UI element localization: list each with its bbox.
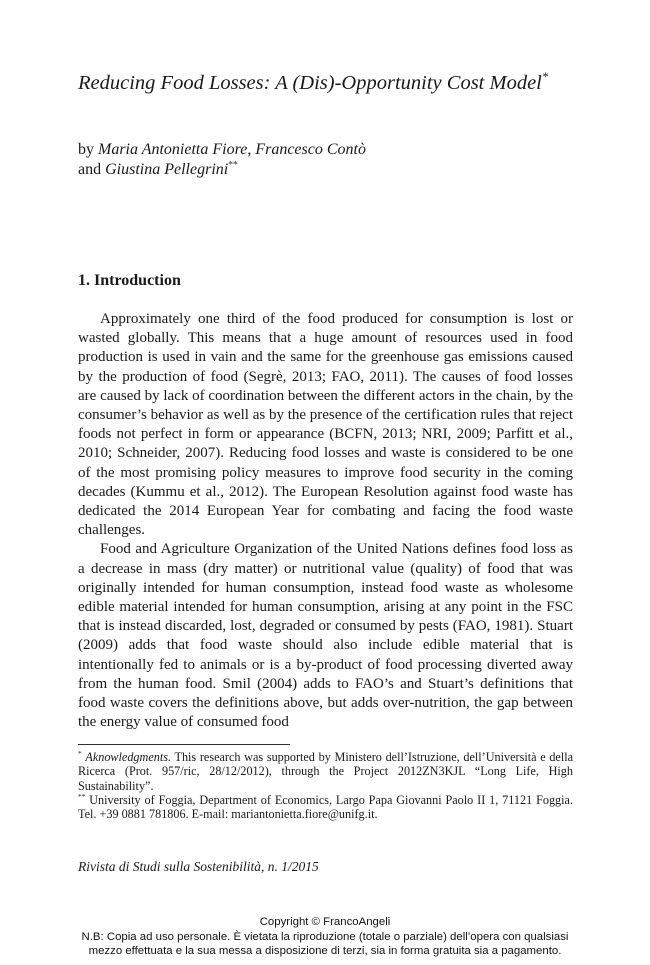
footnote-text: This research was supported by Ministero dell’Istruzione, dell’Università e della Ricerca (Prot. 957/ric, 28/12/2012), through the Project 2012ZN3KJL “Long Life, High Sustainability”.: [78, 750, 574, 793]
and-label: and: [78, 161, 102, 178]
copyright-line: N.B: Copia ad uso personale. È vietata la riproduzione (totale o parziale) dell’opera con qualsiasi: [81, 930, 569, 943]
footnote-acknowledgments: [78, 750, 573, 793]
footnote-divider: [78, 744, 290, 745]
footnote-label: Aknowledgments.: [85, 750, 172, 764]
author-footnote-mark: **: [228, 159, 238, 171]
copyright-notice: [0, 915, 650, 959]
author-list: [78, 140, 598, 180]
journal-citation: Rivista di Studi sulla Sostenibilità, n. 1/2015: [78, 859, 319, 874]
by-label: by: [78, 141, 94, 158]
paragraph: Food and Agriculture Organization of the United Nations defines food loss as a decrease in mass (dry matter) or nutritional value (quality) of food that was originally intended for human consumption, instead food waste as wholesome edible material intended for human consumption, arising at any point in the FSC that is instead discarded, lost, degraded or consumed by pests (FAO, 1981). Stuart (2009) adds that food waste should also include edible material that is intentionally fed to animals or is a by-product of food processing diverted away from the human food. Smil (2004) adds to FAO’s and Stuart’s definitions that food waste covers the definitions above, but adds over-nutrition, the gap between the energy value of consumed food: [78, 541, 573, 731]
footnote-mark: **: [78, 791, 86, 801]
title-footnote-mark: *: [541, 70, 549, 85]
author-line-2: [78, 160, 598, 180]
section-heading: 1. Introduction: [78, 272, 181, 289]
author-separator: ,: [247, 141, 256, 158]
footnotes: [78, 750, 573, 821]
body-text: [78, 310, 573, 732]
author-line-1: [78, 140, 598, 160]
article-title: [78, 70, 618, 96]
footnote-affiliation: [78, 793, 573, 822]
footnote-mark: *: [78, 748, 82, 758]
author-name: Maria Antonietta Fiore: [98, 141, 248, 158]
author-name: Giustina Pellegrini: [105, 161, 229, 178]
footnote-text: University of Foggia, Department of Economics, Largo Papa Giovanni Paolo II 1, 71121 Foggia. Tel. +39 0881 781806. E-mail: mariantonietta.fiore@unifg.it.: [78, 792, 573, 822]
article-title-text: Reducing Food Losses: A (Dis)-Opportunity Cost Model: [78, 72, 542, 94]
author-name: Francesco Contò: [255, 141, 366, 158]
paragraph: Approximately one third of the food produced for consumption is lost or wasted globally. This means that a huge amount of resources used in food production is used in vain and the same for the greenhouse gas emissions caused by the production of food (Segrè, 2013; FAO, 2011). The causes of food losses are caused by lack of coordination between the different actors in the chain, by the consumer’s behavior as well as by the presence of the certification rules that reject foods not perfect in form or appearance (BCFN, 2013; NRI, 2009; Parfitt et al., 2010; Schneider, 2007). Reducing food losses and waste is considered to be one of the most promising policy measures to improve food security in the coming decades (Kummu et al., 2012). The European Resolution against food waste has dedicated the 2014 European Year for combating and facing the food waste challenges.: [78, 311, 573, 539]
copyright-line: mezzo effettuata e la sua messa a disposizione di terzi, sia in forma gratuita sia a pagamento.: [88, 945, 562, 957]
copyright-line: Copyright © FrancoAngeli: [259, 916, 391, 928]
